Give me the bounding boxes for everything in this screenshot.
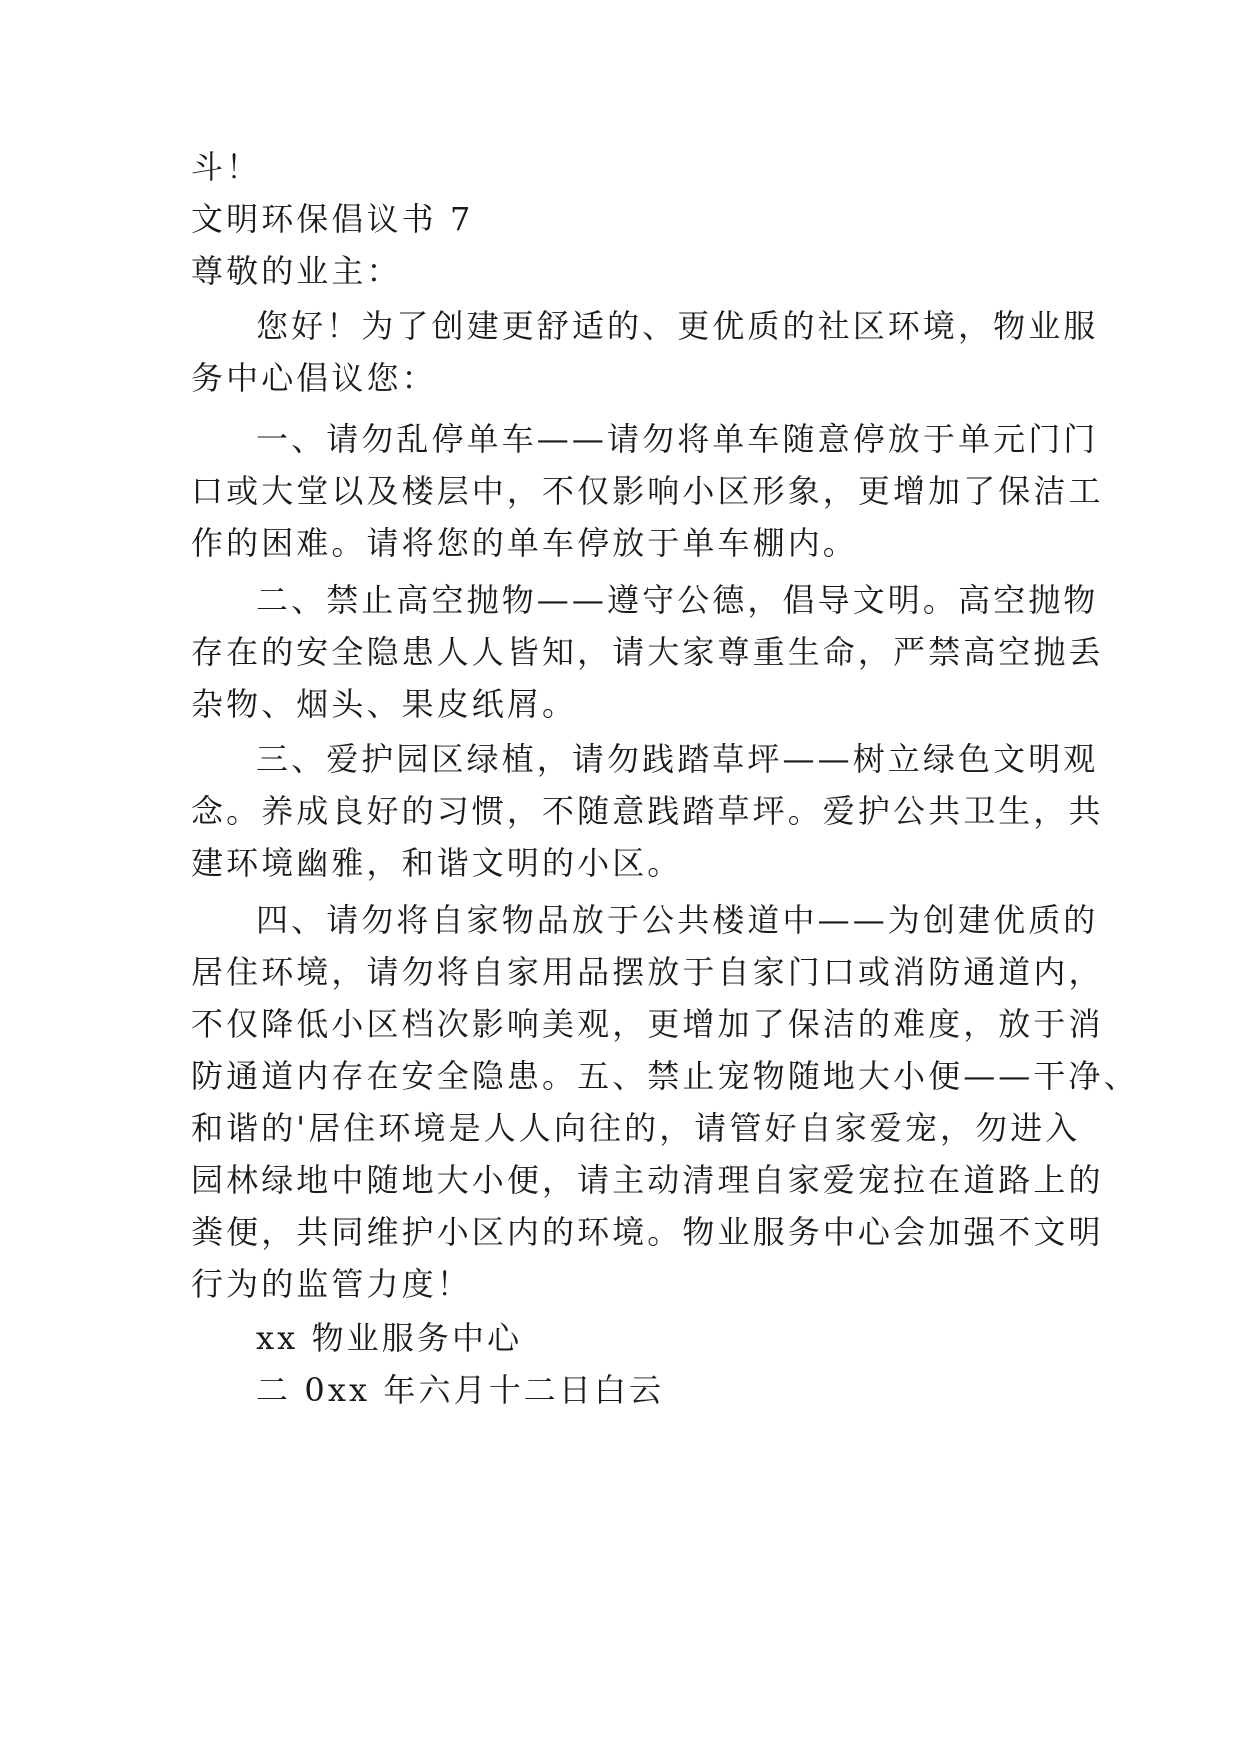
text-line: 口或大堂以及楼层中，不仅影响小区形象，更增加了保洁工 — [191, 472, 1104, 510]
text-line: 您好！为了创建更舒适的、更优质的社区环境，物业服 — [256, 307, 1099, 345]
text-line: 行为的监管力度！ — [191, 1265, 472, 1303]
text-line: 和谐的'居住环境是人人向往的，请管好自家爱宠，勿进入 — [191, 1109, 1081, 1147]
text-line: 四、请勿将自家物品放于公共楼道中——为创建优质的 — [256, 901, 1099, 939]
text-line: 一、请勿乱停单车——请勿将单车随意停放于单元门门 — [256, 420, 1099, 458]
text-line: 作的困难。请将您的单车停放于单车棚内。 — [191, 524, 858, 562]
signature-org: xx 物业服务中心 — [256, 1319, 523, 1357]
text-line: 杂物、烟头、果皮纸屑。 — [191, 685, 578, 723]
signature-date: 二 0xx 年六月十二日白云 — [256, 1371, 665, 1409]
text-line: 园林绿地中随地大小便，请主动清理自家爱宠拉在道路上的 — [191, 1161, 1104, 1199]
text-line: 务中心倡议您： — [191, 359, 437, 397]
text-line: 斗！ — [191, 148, 262, 186]
text-line: 念。养成良好的习惯，不随意践踏草坪。爱护公共卫生，共 — [191, 792, 1104, 830]
text-line: 三、爱护园区绿植，请勿践踏草坪——树立绿色文明观 — [256, 740, 1099, 778]
text-line: 居住环境，请勿将自家用品摆放于自家门口或消防通道内， — [191, 953, 1104, 991]
text-line: 存在的安全隐患人人皆知，请大家尊重生命，严禁高空抛丢 — [191, 633, 1104, 671]
text-line: 建环境幽雅，和谐文明的小区。 — [191, 844, 683, 882]
text-line: 粪便，共同维护小区内的环境。物业服务中心会加强不文明 — [191, 1213, 1104, 1251]
salutation: 尊敬的业主： — [191, 252, 402, 290]
text-line: 不仅降低小区档次影响美观，更增加了保洁的难度，放于消 — [191, 1005, 1104, 1043]
document-title: 文明环保倡议书 7 — [191, 200, 474, 238]
text-line: 二、禁止高空抛物——遵守公德，倡导文明。高空抛物 — [256, 581, 1099, 619]
text-line: 防通道内存在安全隐患。五、禁止宠物随地大小便——干净、 — [191, 1057, 1139, 1095]
